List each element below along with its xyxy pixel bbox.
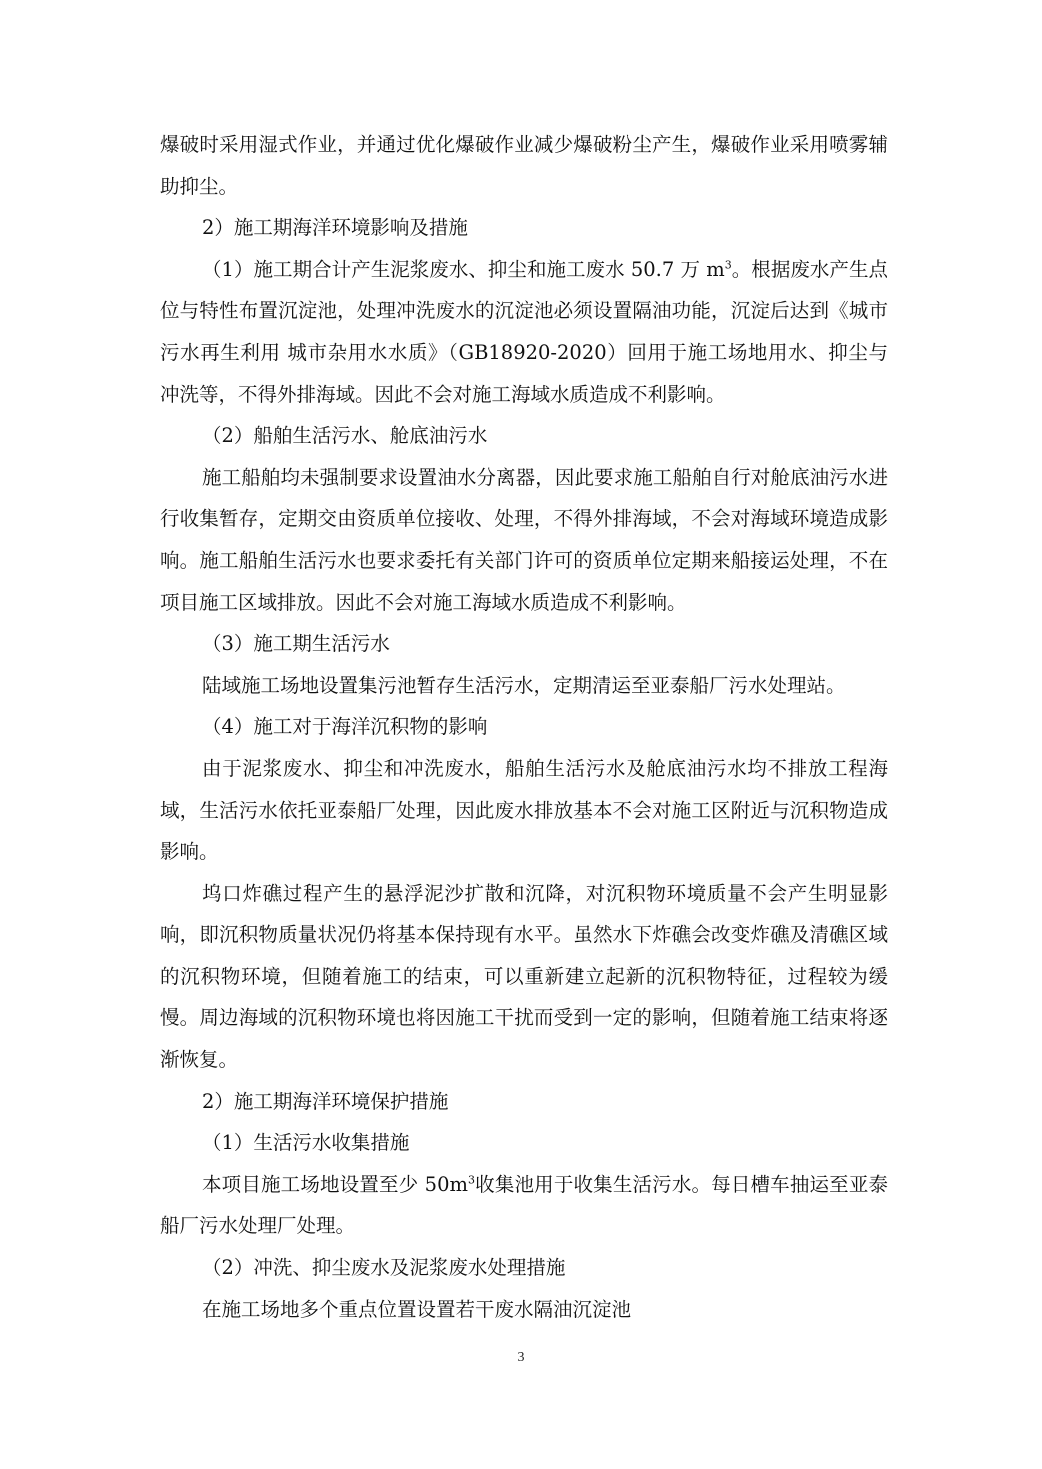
paragraph-domestic-sewage: 陆域施工场地设置集污池暂存生活污水，定期清运至亚泰船厂污水处理站。: [202, 673, 846, 697]
paragraph-ship-sewage: 施工船舶均未强制要求设置油水分离器，因此要求施工船舶自行对舱底油污水进行收集暂存，定期交由资质单位接收、处理，不得外排海域，不会对海域环境造成影响。施工船舶生活污水也要求委托有关部门许可的资质单位定期来船接运处理，不在项目施工区域排放。因此不会对施工海域水质造成不利影响。: [160, 465, 888, 614]
heading-protection-measures: 2）施工期海洋环境保护措施: [202, 1089, 449, 1113]
sewage-collection-text: 本项目施工场地设置至少 50m: [202, 1172, 468, 1196]
wastewater-volume-text: （1）施工期合计产生泥浆废水、抑尘和施工废水 50.7 万 m: [202, 257, 725, 281]
heading-sediment-impact: （4）施工对于海洋沉积物的影响: [202, 715, 488, 739]
heading-domestic-sewage: （3）施工期生活污水: [202, 632, 390, 656]
heading-ship-sewage: （2）船舶生活污水、舱底油污水: [202, 424, 488, 448]
paragraph-reef-blasting: 坞口炸礁过程产生的悬浮泥沙扩散和沉降，对沉积物环境质量不会产生明显影响，即沉积物质量状况仍将基本保持现有水平。虽然水下炸礁会改变炸礁及清礁区域的沉积物环境，但随着施工的结束，可以重新建立起新的沉积物特征，过程较为缓慢。周边海域的沉积物环境也将因施工干扰而受到一定的影响，但随着施工结束将逐渐恢复。: [160, 881, 888, 1072]
wastewater-volume-text-cont: 。根据废水产生点位与特性布置沉淀池，处理冲洗废水的沉淀池必须设置隔油功能，沉淀后达到《城市污水再生利用 城市杂用水水质》（GB18920-2020）回用于施工场地用水、抑尘与冲洗等，不得外排海域。因此不会对施工海域水质造成不利影响。: [160, 257, 888, 406]
heading-construction-marine-impact: 2）施工期海洋环境影响及措施: [202, 216, 468, 240]
heading-sewage-collection: （1）生活污水收集措施: [202, 1131, 410, 1155]
paragraph-sewage-collection: [160, 1164, 888, 1247]
cubic-superscript: 3: [724, 258, 732, 272]
page-number: 3: [517, 1350, 525, 1365]
sewage-collection-text-cont: 收集池用于收集生活污水。每日槽车抽运至亚泰船厂污水处理厂处理。: [160, 1172, 888, 1238]
paragraph-wastewater-volume: [160, 249, 888, 415]
paragraph-sediment-impact: 由于泥浆废水、抑尘和冲洗废水，船舶生活污水及舱底油污水均不排放工程海域，生活污水依托亚泰船厂处理，因此废水排放基本不会对施工区附近与沉积物造成影响。: [160, 756, 888, 864]
paragraph-settling-tanks: 在施工场地多个重点位置设置若干废水隔油沉淀池: [202, 1297, 632, 1321]
cubic-superscript: 3: [468, 1173, 475, 1187]
heading-wastewater-treatment: （2）冲洗、抑尘废水及泥浆废水处理措施: [202, 1256, 566, 1280]
document-body: [160, 124, 888, 1330]
paragraph-blasting-dust: 爆破时采用湿式作业，并通过优化爆破作业减少爆破粉尘产生，爆破作业采用喷雾辅助抑尘。: [160, 133, 888, 198]
